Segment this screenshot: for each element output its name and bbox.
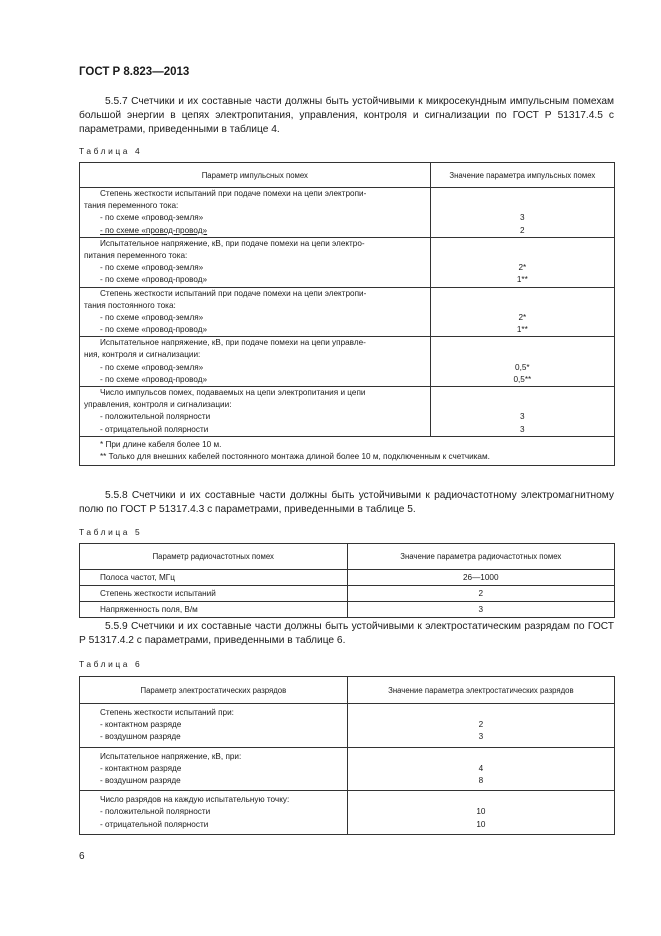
table-cell-text: Напряженность поля, В/м: [80, 602, 348, 618]
table-cell-value: 2: [478, 720, 484, 730]
table-cell-value: 2: [520, 225, 525, 235]
table-cell-text: - положительной полярности: [100, 412, 211, 422]
table-cell-text: - контактном разряде: [100, 720, 182, 730]
table6-header-param: Параметр электростатических разрядов: [80, 677, 348, 704]
table-cell-text: - по схеме «провод-земля»: [100, 263, 204, 273]
table6: [79, 676, 615, 835]
table-cell-text: Степень жесткости испытаний при подаче помехи на цепи электропи-: [100, 189, 367, 198]
table4: [79, 162, 615, 466]
table5-row-3: [80, 602, 615, 618]
table-cell-text: - по схеме «провод-земля»: [100, 213, 204, 223]
table4-row-1: [80, 188, 615, 238]
table-cell-value: 4: [478, 763, 484, 773]
table6-caption: Таблица 6: [79, 659, 143, 669]
document-header: ГОСТ Р 8.823—2013: [79, 66, 190, 78]
table-cell-value: 2*: [518, 312, 527, 322]
table5: [79, 543, 615, 618]
paragraph-5-5-9: 5.5.9 Счетчики и их составные части должны быть устойчивыми к электростатическим разрядам по ГОСТ Р 51317.4.2 с параметрами, приведенными в таблице 6.: [79, 621, 614, 646]
table-cell-text: тания переменного тока:: [84, 201, 179, 211]
table-cell-text: - по схеме «провод-провод»: [100, 275, 208, 285]
table-cell-text: - по схеме «провод-провод»: [100, 325, 208, 335]
table6-header-value: Значение параметра электростатических разрядов: [347, 677, 614, 704]
table6-row-2: [80, 747, 615, 791]
table-cell-text: ния, контроля и сигнализации:: [84, 350, 201, 360]
table-cell-value: 1**: [516, 325, 528, 335]
table-cell-value: 3: [520, 213, 525, 223]
table-cell-text: Полоса частот, МГц: [80, 570, 348, 586]
table-cell-text: - по схеме «провод-провод»: [100, 225, 208, 235]
table4-row-5: [80, 387, 615, 437]
table5-caption: Таблица 5: [79, 527, 143, 537]
table-cell-value: 3: [347, 602, 614, 618]
table4-header-param: Параметр импульсных помех: [80, 163, 431, 188]
table-cell-value: 10: [476, 819, 486, 829]
table-cell-value: 26—1000: [347, 570, 614, 586]
table4-note-1: * При длине кабеля более 10 м.: [100, 439, 222, 449]
table-cell-value: 3: [478, 732, 484, 742]
table-cell-value: 10: [476, 807, 486, 817]
table-cell-text: Испытательное напряжение, кВ, при подаче помехи на цепи управле-: [100, 338, 366, 348]
table5-header-value: Значение параметра радиочастотных помех: [347, 544, 614, 570]
table-cell-value: 0,5**: [513, 374, 532, 384]
table-cell-text: питания переменного тока:: [84, 250, 188, 260]
table4-caption: Таблица 4: [79, 146, 143, 156]
paragraph-5-5-8: 5.5.8 Счетчики и их составные части должны быть устойчивыми к радиочастотному электромагнитному полю по ГОСТ Р 51317.4.3 с параметрами, приведенными в таблице 5.: [79, 490, 614, 515]
table4-row-3: [80, 287, 615, 337]
table4-header-value: Значение параметра импульсных помех: [430, 163, 614, 188]
table-cell-text: Число разрядов на каждую испытательную точку:: [100, 795, 290, 805]
table-cell-text: - по схеме «провод-земля»: [100, 362, 204, 372]
table-cell-text: тания постоянного тока:: [84, 300, 176, 310]
table-cell-text: - отрицательной полярности: [100, 424, 209, 434]
table6-row-3: [80, 791, 615, 835]
table-cell-value: 0,5*: [515, 362, 530, 372]
page-number: 6: [79, 851, 85, 862]
table-cell-text: Степень жесткости испытаний: [80, 586, 348, 602]
table-cell-value: 3: [520, 424, 525, 434]
table5-header-param: Параметр радиочастотных помех: [80, 544, 348, 570]
table-cell-text: - воздушном разряде: [100, 732, 181, 742]
table-cell-text: Степень жесткости испытаний при:: [100, 708, 234, 717]
table-cell-value: 8: [478, 775, 484, 785]
table-cell-text: Испытательное напряжение, кВ, при:: [100, 751, 242, 761]
table-cell-value: 2*: [518, 263, 527, 273]
table5-row-2: [80, 586, 615, 602]
table-cell-value: 1**: [516, 275, 528, 285]
table-cell-text: Число импульсов помех, подаваемых на цепи электропитания и цепи: [100, 388, 366, 397]
table6-row-1: [80, 704, 615, 748]
table-cell-text: - воздушном разряде: [100, 775, 181, 785]
table-cell-text: - положительной полярности: [100, 807, 211, 817]
table4-row-4: [80, 337, 615, 387]
table-cell-text: - по схеме «провод-провод»: [100, 374, 208, 384]
table4-row-2: [80, 237, 615, 287]
table5-row-1: [80, 570, 615, 586]
table-cell-value: 3: [520, 412, 525, 422]
table4-notes: [80, 436, 615, 465]
paragraph-5-5-7: 5.5.7 Счетчики и их составные части должны быть устойчивыми к микросекундным импульсным помехам большой энергии в цепях электропитания, управления, контроля и сигнализации по ГОСТ Р 51317.4.5 с параметрами, приведенными в таблице 4.: [79, 96, 614, 135]
table-cell-text: - контактном разряде: [100, 763, 182, 773]
table-cell-value: 2: [347, 586, 614, 602]
table4-note-2: ** Только для внешних кабелей постоянного монтажа длиной более 10 м, подключенным к счетчикам.: [100, 451, 490, 461]
table-cell-text: - отрицательной полярности: [100, 819, 209, 829]
table-cell-text: Испытательное напряжение, кВ, при подаче помехи на цепи электро-: [100, 238, 365, 248]
table-cell-text: управления, контроля и сигнализации:: [84, 400, 232, 410]
table-cell-text: - по схеме «провод-земля»: [100, 312, 204, 322]
table-cell-text: Степень жесткости испытаний при подаче помехи на цепи электропи-: [100, 288, 367, 298]
